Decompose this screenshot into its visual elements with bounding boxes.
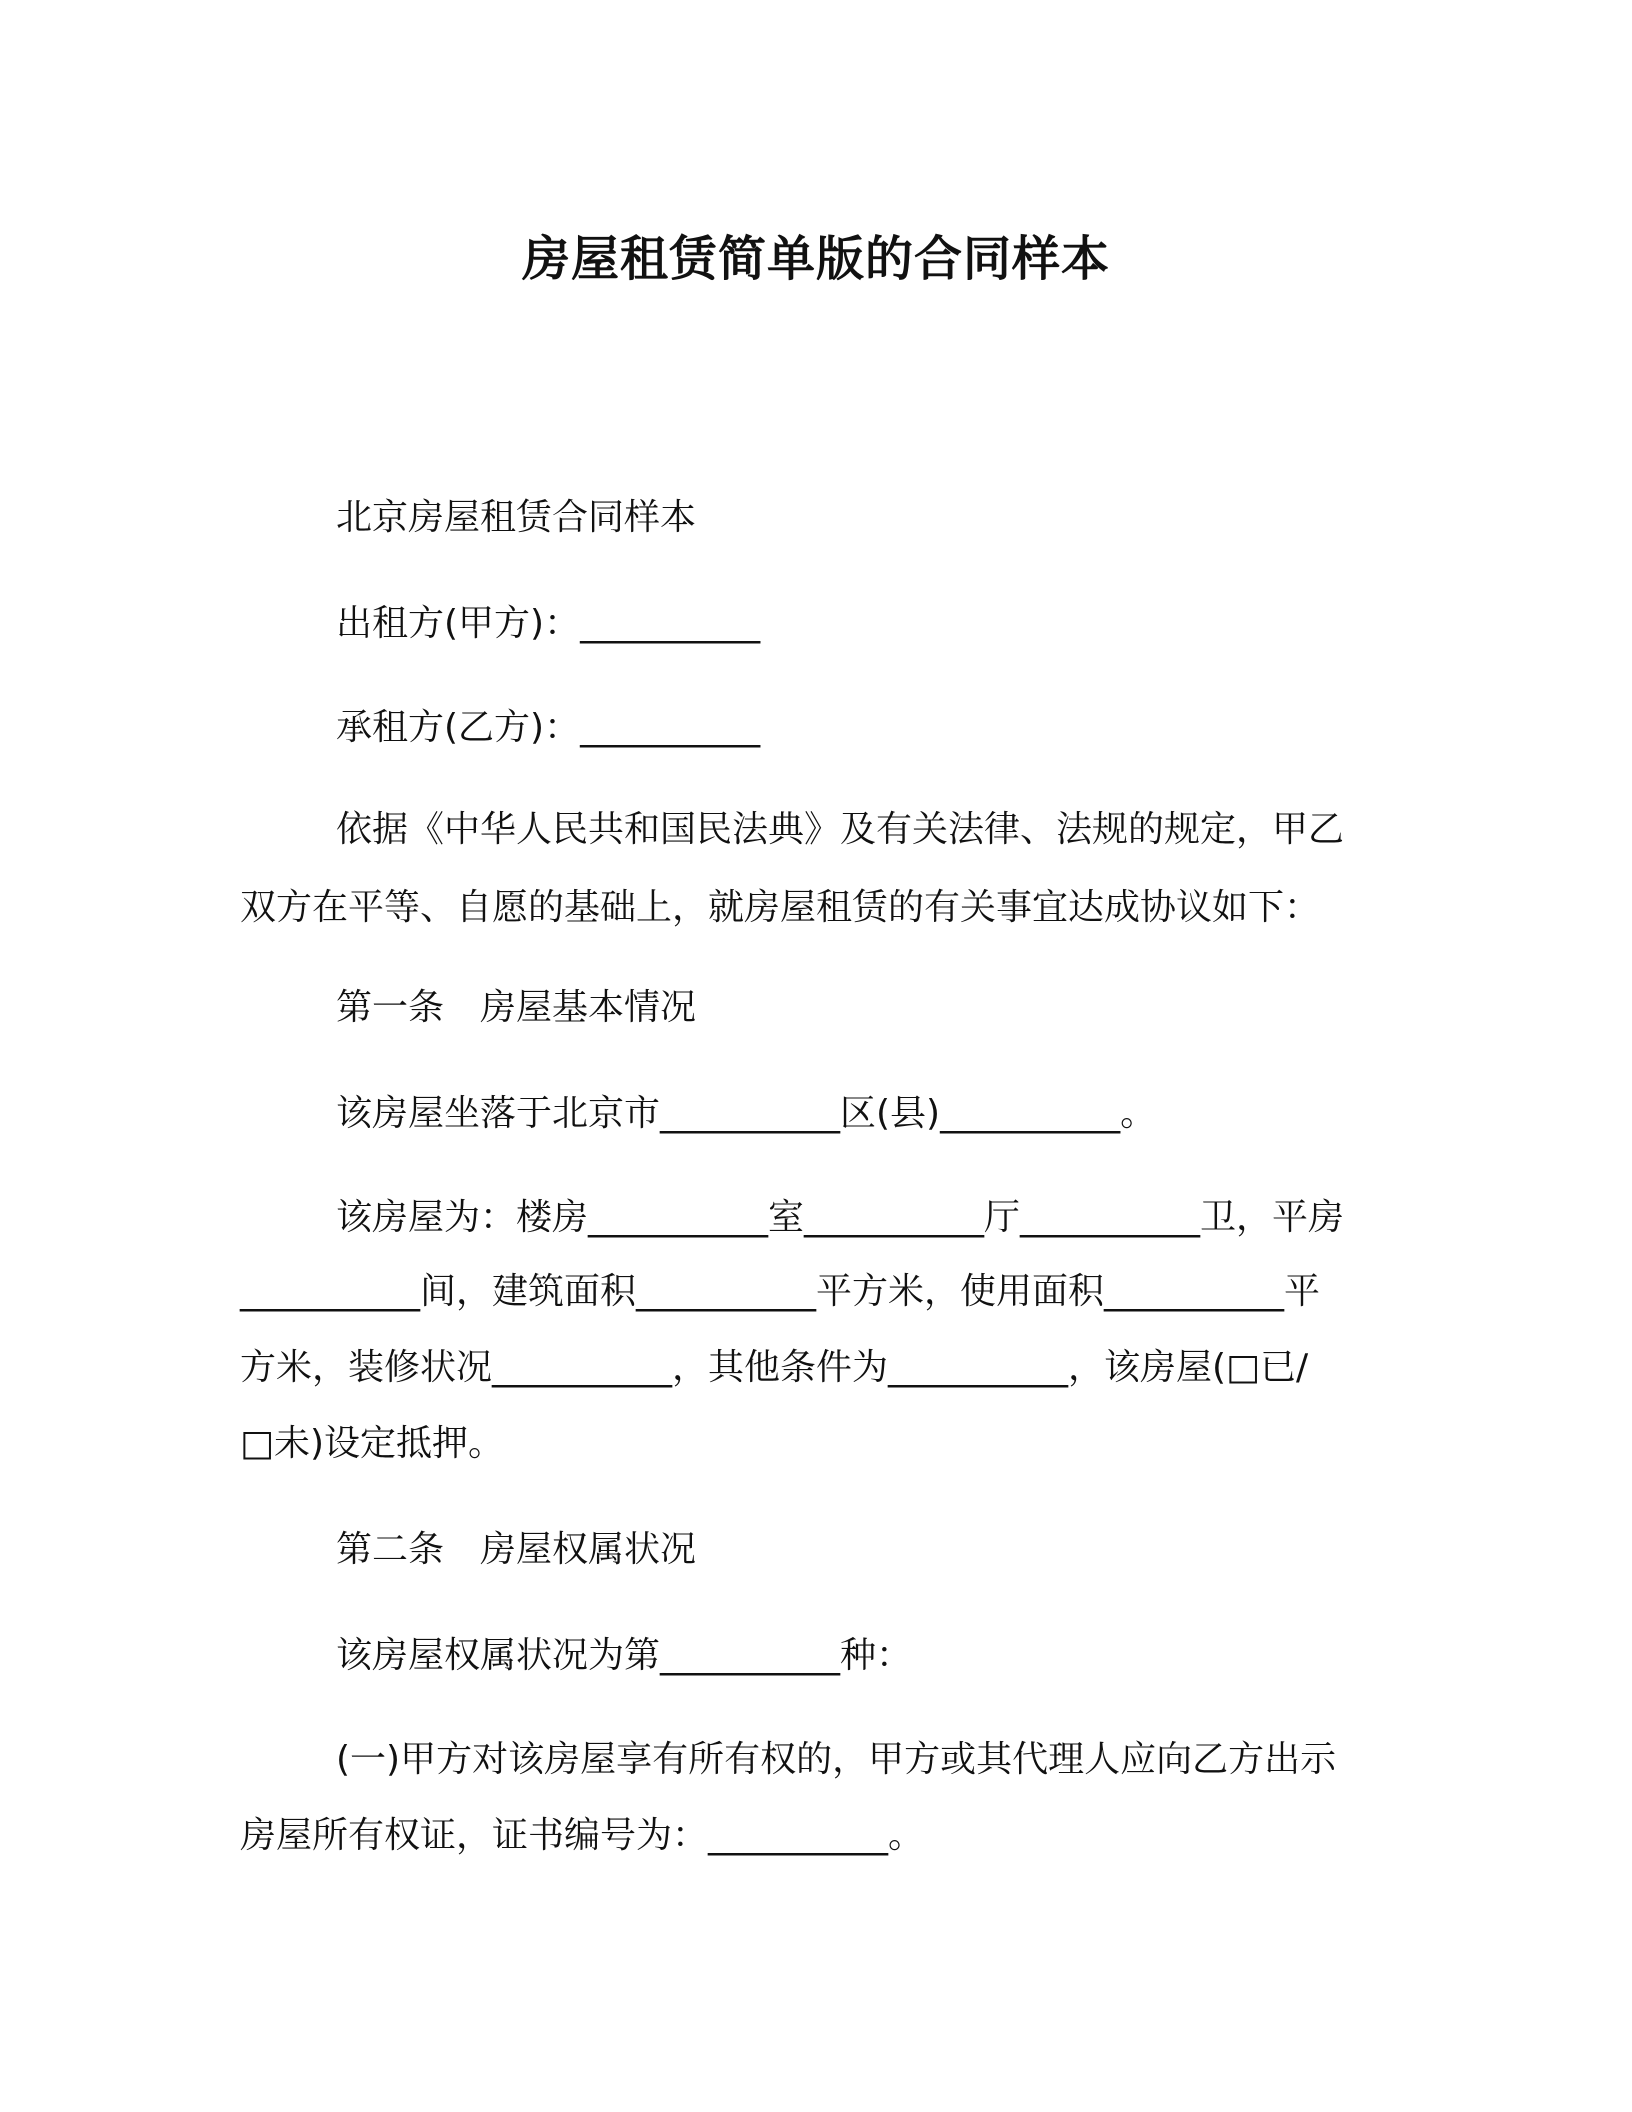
article-one-line-2: 该房屋为：楼房__________室__________厅__________卫，平房 [336, 1197, 1345, 1238]
lessor-line: 出租方(甲方)：__________ [336, 603, 761, 644]
subtitle-line: 北京房屋租赁合同样本 [336, 497, 697, 538]
intro-line-2: 双方在平等、自愿的基础上，就房屋租赁的有关事宜达成协议如下： [240, 887, 1321, 928]
article-two-line-3: 房屋所有权证，证书编号为：__________。 [240, 1815, 925, 1856]
article-one-line-5: □未)设定抵押。 [240, 1423, 505, 1464]
article-one-heading: 第一条 房屋基本情况 [336, 987, 697, 1028]
article-one-line-4: 方米，装修状况__________，其他条件为__________，该房屋(□已/ [240, 1347, 1309, 1388]
article-two-heading: 第二条 房屋权属状况 [336, 1529, 697, 1570]
article-two-line-1: 该房屋权属状况为第__________种： [336, 1635, 913, 1676]
article-one-line-1: 该房屋坐落于北京市__________区(县)__________。 [336, 1093, 1157, 1134]
document-title: 房屋租赁简单版的合同样本 [521, 231, 1110, 287]
intro-line-1: 依据《中华人民共和国民法典》及有关法律、法规的规定，甲乙 [336, 809, 1345, 850]
lessee-line: 承租方(乙方)：__________ [336, 707, 761, 748]
article-two-line-2: (一)甲方对该房屋享有所有权的，甲方或其代理人应向乙方出示 [336, 1739, 1337, 1780]
article-one-line-3: __________间，建筑面积__________平方米，使用面积__________平 [240, 1271, 1321, 1312]
